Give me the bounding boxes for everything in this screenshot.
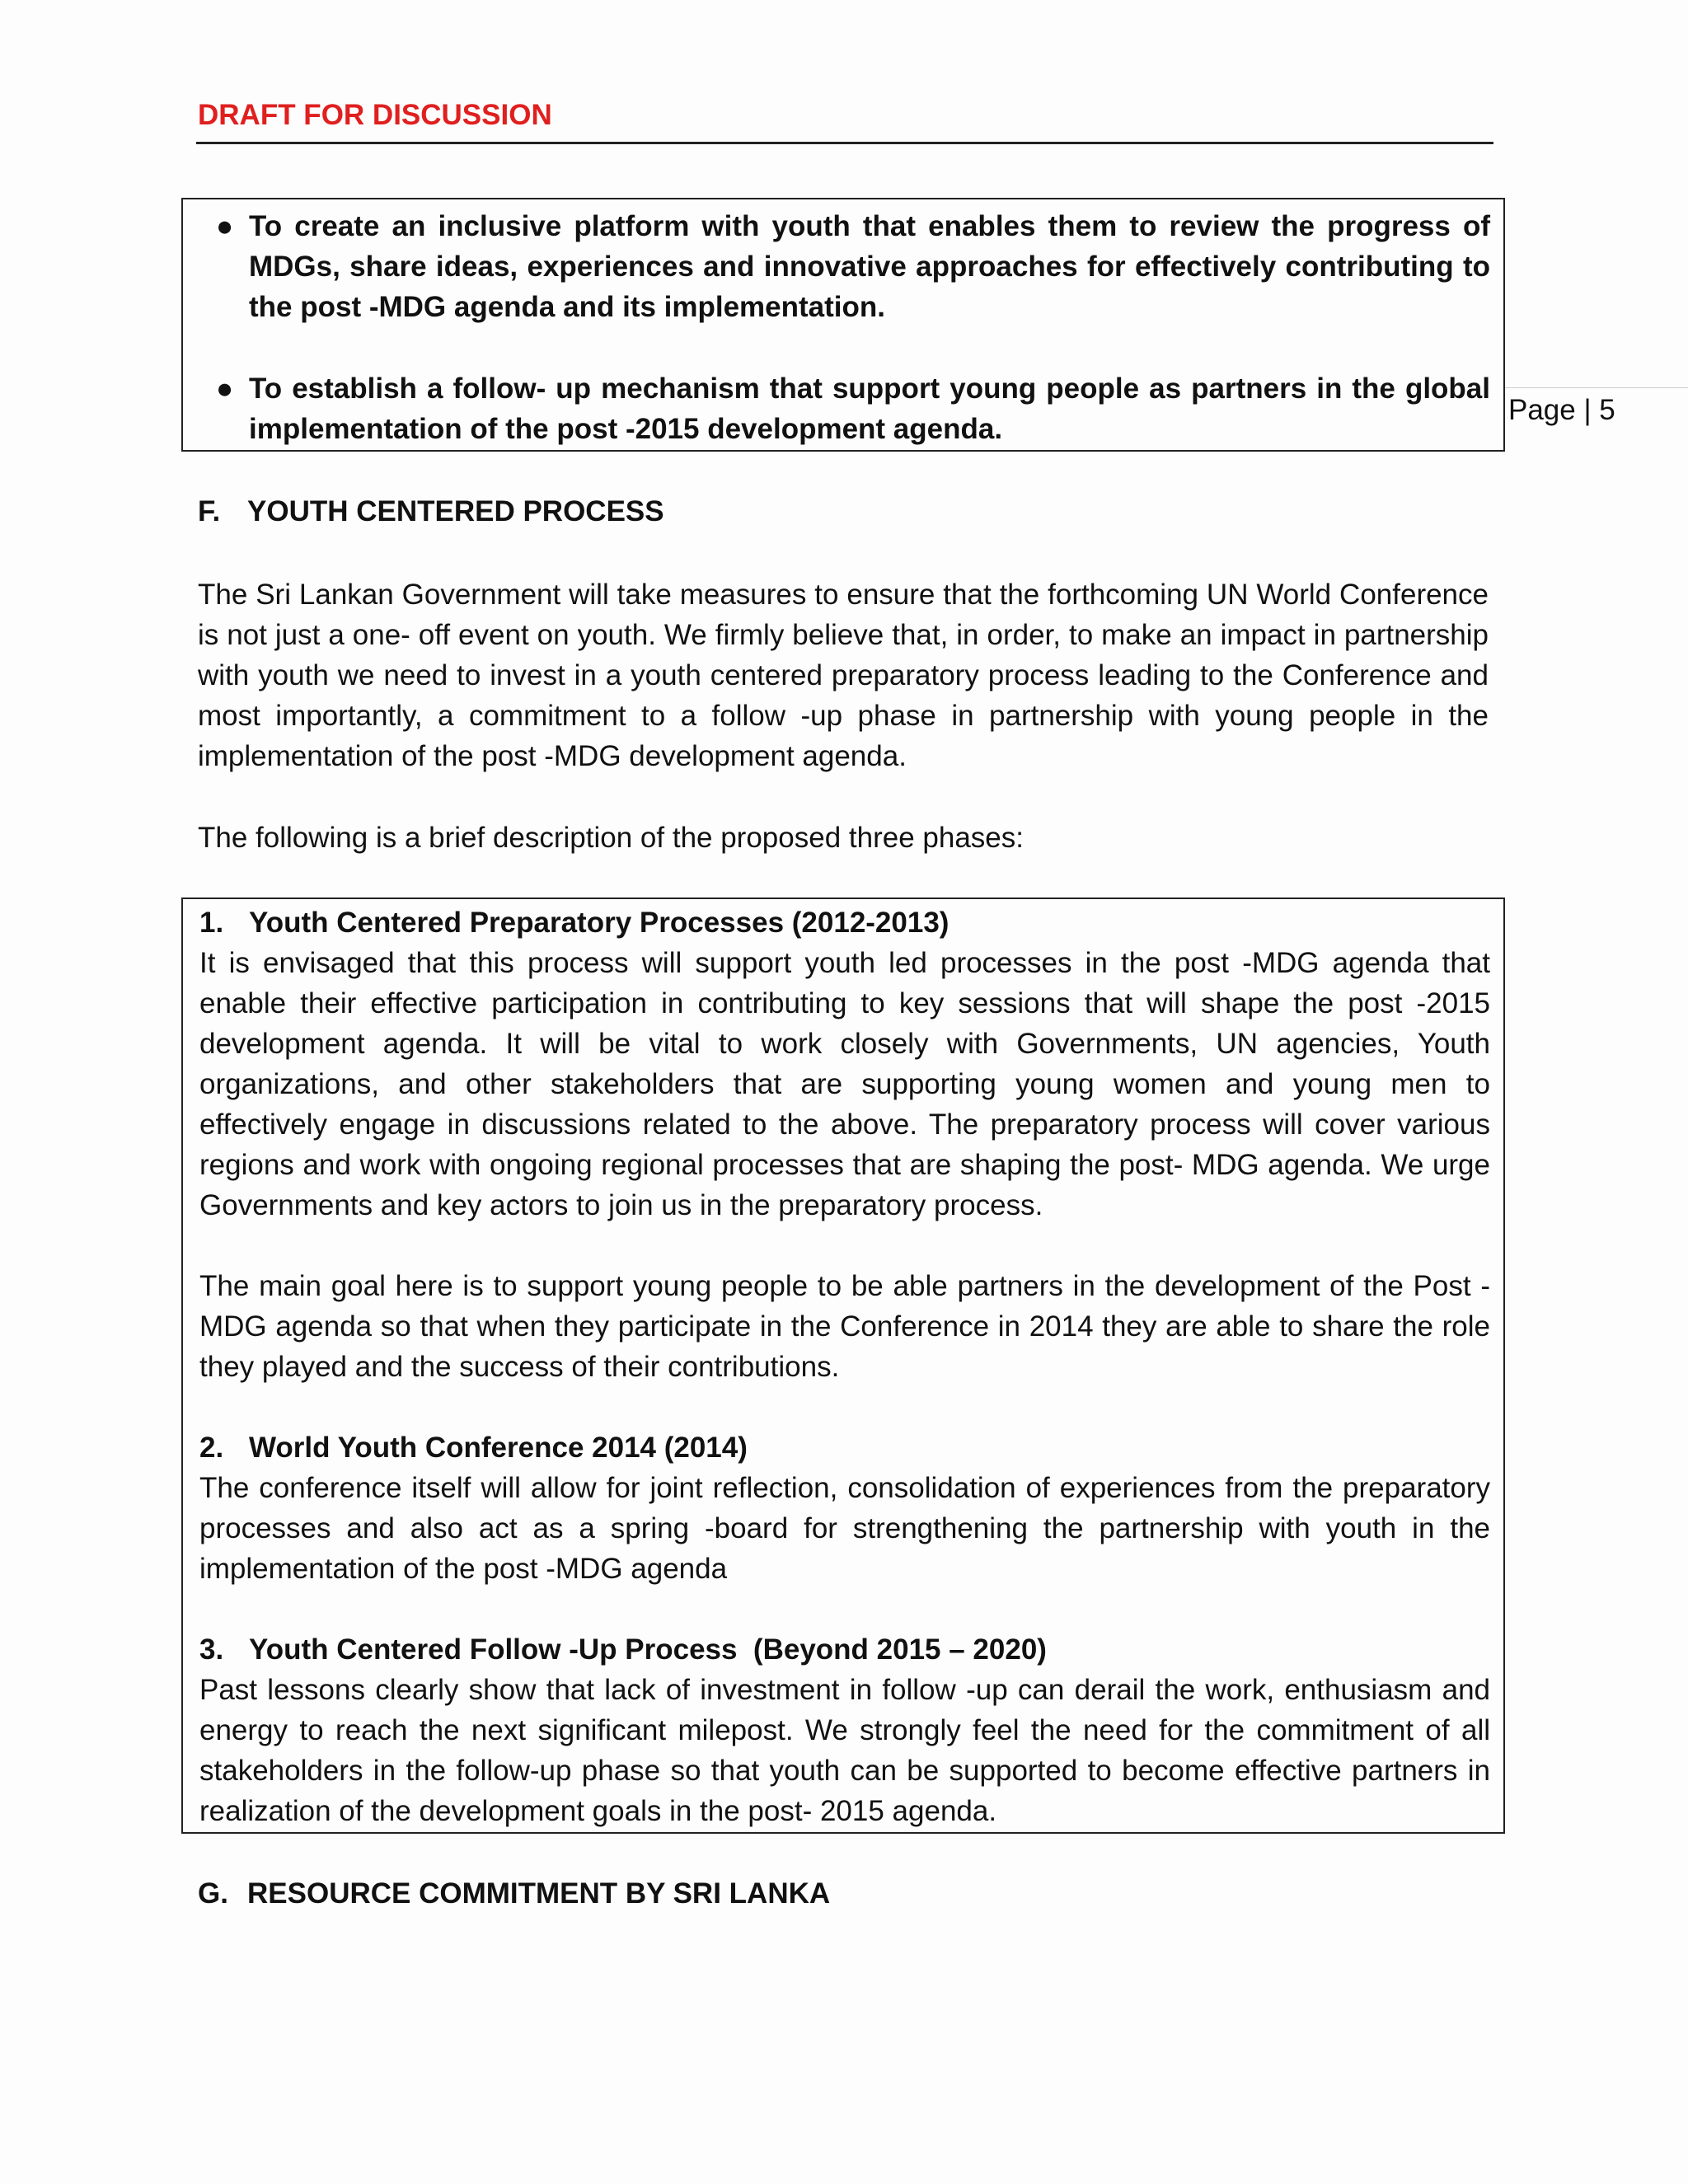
phase-1-paragraph-1: It is envisaged that this process will support youth led processes in the post -MDG agenda that enable their effective participation in contributing to key sessions that will shape the post -2015 development agenda. It will be vital to work closely with Governments, UN agencies, Youth organizations, and other stakeholders that are supporting young women and young men to effectively engage in discussions related to the above. The preparatory process will cover various regions and work with ongoing regional processes that are shaping the post- MDG agenda. We urge Governments and key actors to join us in the preparatory process. [199,947,1490,1221]
phases-intro: The following is a brief description of the proposed three phases: [198,822,1024,854]
header-rule [196,142,1493,144]
phase-3-heading [199,1629,1490,1670]
page-number: Page | 5 [1508,394,1615,426]
phase-2-title: World Youth Conference 2014 (2014) [249,1432,748,1464]
draft-label: DRAFT FOR DISCUSSION [198,99,552,131]
objective-item [199,368,1490,449]
section-g-title: RESOURCE COMMITMENT BY SRI LANKA [247,1877,831,1910]
section-f-title: YOUTH CENTERED PROCESS [247,495,664,527]
phase-3-title: Youth Centered Follow -Up Process (Beyond 2015 – 2020) [249,1633,1047,1666]
section-f-heading [198,495,664,528]
objective-item [199,206,1490,327]
phase-3-number: 3. [199,1633,224,1666]
objective-text: To create an inclusive platform with youth that enables them to review the progress of MDGs, share ideas, experiences and innovative approaches for effectively contributing to the post -MDG agenda and its implementation. [249,210,1490,323]
section-f-paragraph: The Sri Lankan Government will take measures to ensure that the forthcoming UN World Conference is not just a one- off event on youth. We firmly believe that, in order, to make an impact in partnership with youth we need to invest in a youth centered preparatory process leading to the Conference and most importantly, a commitment to a follow -up phase in partnership with young people in the implementation of the post -MDG development agenda. [198,579,1489,772]
phase-1-number: 1. [199,907,224,939]
section-g-letter: G. [198,1877,228,1910]
phase-2-paragraph: The conference itself will allow for joint reflection, consolidation of experiences from the preparatory processes and also act as a spring -board for strengthening the partnership with youth in the implementation of the post -MDG agenda [199,1472,1490,1585]
section-f-letter: F. [198,495,221,527]
phase-1-title: Youth Centered Preparatory Processes (2012-2013) [249,907,950,939]
phase-2 [199,1427,1490,1589]
phase-2-heading [199,1427,1490,1468]
section-g-heading [198,1877,830,1910]
phase-3-paragraph: Past lessons clearly show that lack of investment in follow -up can derail the work, enthusiasm and energy to reach the next significant milepost. We strongly feel the need for the commitment of all stakeholders in the follow-up phase so that youth can be supported to become effective partners in realization of the development goals in the post- 2015 agenda. [199,1674,1490,1827]
objectives-box [181,198,1505,452]
bullet-icon: ● [216,373,234,405]
phase-1-paragraph-2: The main goal here is to support young people to be able partners in the development of the Post -MDG agenda so that when they participate in the Conference in 2014 they are able to share the role they played and the success of their contributions. [199,1270,1490,1383]
phase-1 [199,902,1490,1387]
phase-1-heading [199,902,1490,943]
phase-2-number: 2. [199,1432,224,1464]
page-number-rule [1505,387,1688,388]
phases-box [181,898,1505,1834]
bullet-icon: ● [216,210,234,242]
phase-3 [199,1629,1490,1831]
objective-text: To establish a follow- up mechanism that support young people as partners in the global implementation of the post -2015 development agenda. [249,373,1490,445]
